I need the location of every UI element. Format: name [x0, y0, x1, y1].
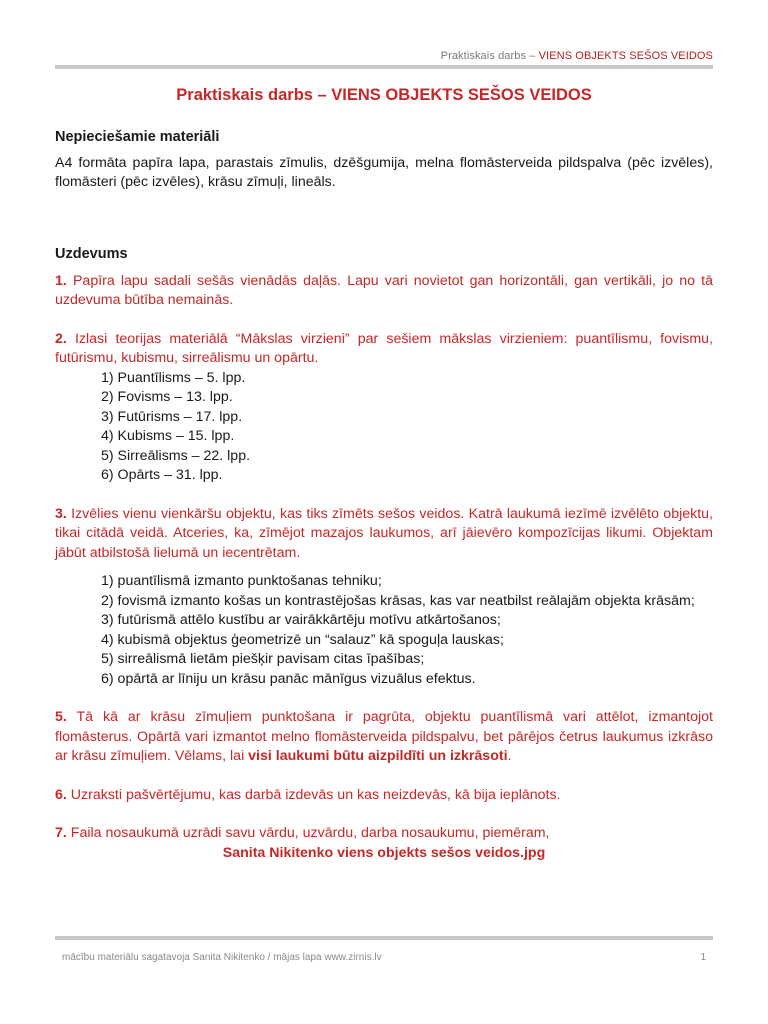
footer-rule: [55, 936, 713, 940]
running-header: [441, 50, 713, 62]
technique-list: [55, 572, 713, 689]
list-item: 1) Puantīlisms – 5. lpp.: [101, 369, 246, 386]
step-5: 5. Tā kā ar krāsu zīmuļiem punktošana ir pagrūta, objektu puantīlismā vari attēlot, izmantojot flomāsterus. Opārtā vari izmantot melno flomāsterveida pildspalvu, bet pārējos četrus laukumus izkrāso ar krāsu zīmuļiem. Vēlams, lai visi laukumi būtu aizpildīti un izkrāsoti.: [55, 709, 713, 764]
materials-heading: Nepieciešamie materiāli: [55, 129, 220, 145]
list-item: 6) Opārts – 31. lpp.: [101, 467, 223, 483]
header-prefix: Praktiskais darbs –: [440, 50, 539, 62]
document-title: Praktiskais darbs – VIENS OBJEKTS SEŠOS VEIDOS: [176, 86, 592, 104]
list-item: 1) puantīlismā izmanto punktošanas tehniku;: [101, 573, 382, 589]
header-highlight: VIENS OBJEKTS SEŠOS VEIDOS: [538, 50, 713, 62]
materials-section: [55, 128, 713, 193]
art-movements-list: [55, 369, 713, 486]
header-rule: [55, 65, 713, 69]
list-item: 3) Futūrisms – 17. lpp.: [101, 408, 243, 425]
list-item: 3) futūrismā attēlo kustību ar vairākkārtēju motīvu atkārtošanos;: [101, 612, 501, 628]
list-item: 5) Sirreālisms – 22. lpp.: [101, 447, 251, 464]
task-heading: Uzdevums: [55, 246, 128, 262]
list-item: 5) sirreālismā lietām piešķir pavisam citas īpašības;: [101, 651, 425, 667]
page-number: 1: [700, 952, 706, 963]
step-3: 3. Izvēlies vienu vienkāršu objektu, kas tiks zīmēts sešos veidos. Katrā laukumā iezīmē izvēlēto objektu, tikai citādā veidā. Atceries, ka, zīmējot mazajos laukumos, arī jāievēro kompozīcijas likumi. Objektam jābūt atbilstošā lielumā un iecentrētam.: [55, 505, 713, 561]
step-2: 2. Izlasi teorijas materiālā “Mākslas virzieni” par sešiem mākslas virzieniem: puantīlismu, fovismu, futūrismu, kubismu, sirreālismu un opārtu.: [55, 330, 713, 366]
step-7: 7. Faila nosaukumā uzrādi savu vārdu, uzvārdu, darba nosaukumu, piemēram,: [55, 825, 550, 841]
step-6: 6. Uzraksti pašvērtējumu, kas darbā izdevās un kas neizdevās, kā bija ieplānots.: [55, 786, 561, 803]
list-item: 2) fovismā izmanto košas un kontrastējošas krāsas, kas var neatbilst reālajām objekta krāsām;: [101, 592, 695, 609]
list-item: 4) Kubisms – 15. lpp.: [101, 428, 235, 444]
task-section: [55, 245, 713, 863]
example-filename: Sanita Nikitenko viens objekts sešos veidos.jpg: [222, 844, 546, 861]
step-5-emphasis: visi laukumi būtu aizpildīti un izkrāsoti: [248, 748, 508, 764]
step-1: 1. Papīra lapu sadali sešās vienādās daļās. Lapu vari novietot gan horizontāli, gan vertikāli, jo no tā uzdevuma būtība nemainās.: [55, 272, 713, 308]
list-item: 4) kubismā objektus ģeometrizē un “salauz” kā spoguļa lauskas;: [101, 631, 504, 648]
materials-text: A4 formāta papīra lapa, parastais zīmulis, dzēšgumija, melna flomāsterveida pildspalva (pēc izvēles), flomāsteri (pēc izvēles), krāsu zīmuļi, lineāls.: [55, 154, 713, 190]
footer-text: mācību materiālu sagatavoja Sanita Nikitenko / mājas lapa www.zirnis.lv: [62, 952, 382, 963]
list-item: 6) opārtā ar līniju un krāsu panāc mānīgus vizuālus efektus.: [101, 670, 476, 687]
list-item: 2) Fovisms – 13. lpp.: [101, 389, 233, 405]
